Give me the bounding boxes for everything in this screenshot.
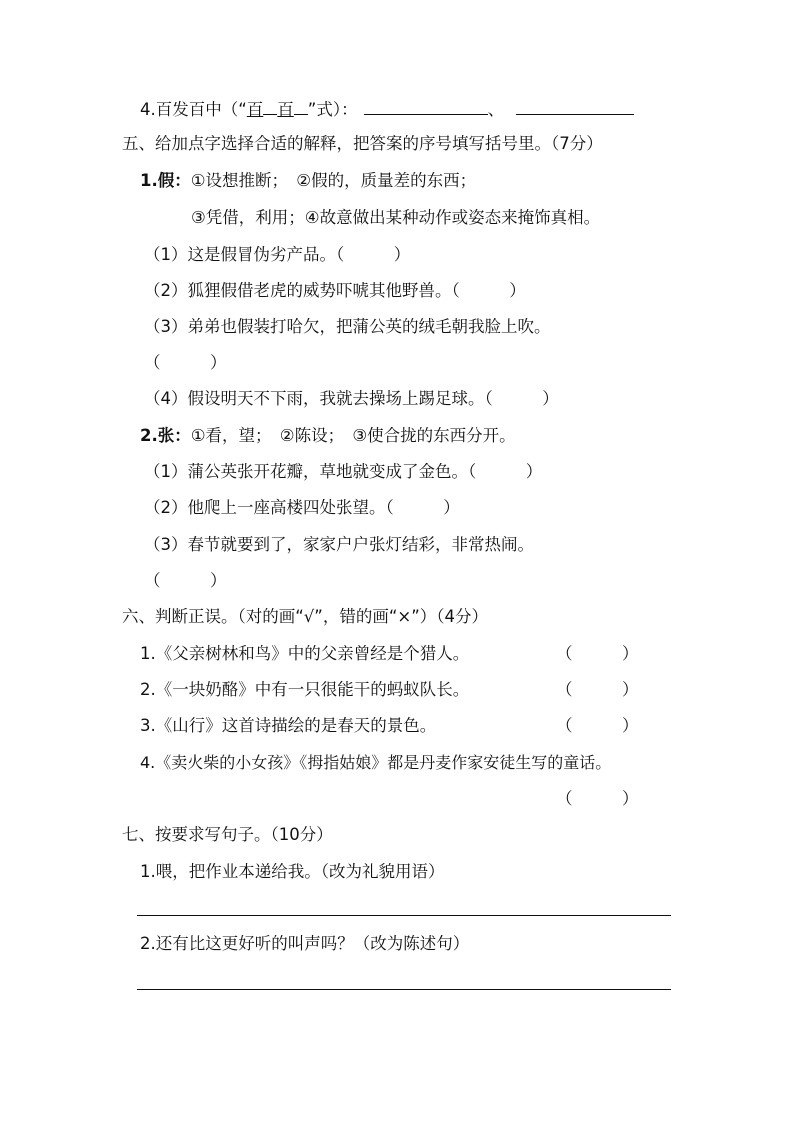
- jia-item-2[interactable]: （2）狐狸假借老虎的威势吓唬其他野兽。（ ）: [144, 281, 526, 300]
- idiom-question-suffix: ”式）：: [307, 100, 358, 119]
- section-6-title: 六、判断正误。（对的画“√”，错的画“×”）（4分）: [122, 607, 489, 626]
- judge-item-2-paren[interactable]: （ ）: [556, 680, 639, 699]
- idiom-question-prefix: 4.百发百中（“: [140, 100, 247, 119]
- section-5-title: 五、给加点字选择合适的解释，把答案的序号填写括号里。（7分）: [122, 134, 603, 153]
- judge-item-1-paren[interactable]: （ ）: [556, 644, 639, 663]
- answer-blank-1[interactable]: [364, 98, 488, 115]
- judge-item-2: 2.《一块奶酪》中有一只很能干的蚂蚁队长。: [140, 680, 470, 699]
- answer-line-1[interactable]: [137, 915, 671, 916]
- judge-item-3: 3.《山行》这首诗描绘的是春天的景色。: [140, 716, 437, 735]
- idiom-question-4: [140, 98, 634, 121]
- jia-item-3-answer[interactable]: （ ）: [144, 353, 227, 372]
- judge-item-3-paren[interactable]: （ ）: [556, 716, 639, 735]
- section-7-title: 七、按要求写句子。（10分）: [122, 825, 333, 844]
- jia-item-3: （3）弟弟也假装打哈欠，把蒲公英的绒毛朝我脸上吹。: [144, 317, 551, 336]
- judge-item-1: 1.《父亲树林和鸟》中的父亲曾经是个猎人。: [140, 644, 470, 663]
- judge-item-4: 4.《卖火柴的小女孩》《拇指姑娘》都是丹麦作家安徒生写的童话。: [140, 753, 612, 772]
- zhang-item-3-answer[interactable]: （ ）: [144, 571, 227, 590]
- word-jia-definitions: [140, 170, 476, 192]
- word-jia-defs-line-2: ③凭借，利用；④故意做出某种动作或姿态来掩饰真相。: [191, 208, 601, 227]
- answer-blank-2[interactable]: [516, 98, 634, 115]
- word-jia-label: 1.假：: [140, 171, 191, 190]
- idiom-pattern-char-2: 百: [277, 100, 294, 119]
- idiom-pattern-gap-2: [294, 98, 308, 115]
- answer-line-2[interactable]: [137, 989, 671, 990]
- judge-item-4-paren[interactable]: （ ）: [556, 789, 639, 808]
- word-zhang-defs: ①看，望； ②陈设； ③使合拢的东西分开。: [190, 426, 516, 445]
- idiom-pattern-char-1: 百: [246, 100, 264, 119]
- idiom-pattern-gap-1: [263, 98, 277, 115]
- rewrite-item-1: 1.喂，把作业本递给我。（改为礼貌用语）: [140, 862, 445, 881]
- jia-item-1[interactable]: （1）这是假冒伪劣产品。（ ）: [144, 245, 411, 264]
- zhang-item-1[interactable]: （1）蒲公英张开花瓣，草地就变成了金色。（ ）: [144, 462, 543, 481]
- rewrite-item-2: 2.还有比这更好听的叫声吗？（改为陈述句）: [140, 934, 470, 953]
- word-jia-defs-line-1: ①设想推断； ②假的，质量差的东西；: [190, 171, 477, 190]
- separator: 、: [487, 100, 505, 119]
- word-zhang-definitions: [140, 425, 516, 447]
- zhang-item-3: （3）春节就要到了，家家户户张灯结彩，非常热闹。: [144, 535, 534, 554]
- word-zhang-label: 2.张：: [140, 426, 191, 445]
- jia-item-4[interactable]: （4）假设明天不下雨，我就去操场上踢足球。（ ）: [144, 389, 559, 408]
- zhang-item-2[interactable]: （2）他爬上一座高楼四处张望。（ ）: [144, 498, 460, 517]
